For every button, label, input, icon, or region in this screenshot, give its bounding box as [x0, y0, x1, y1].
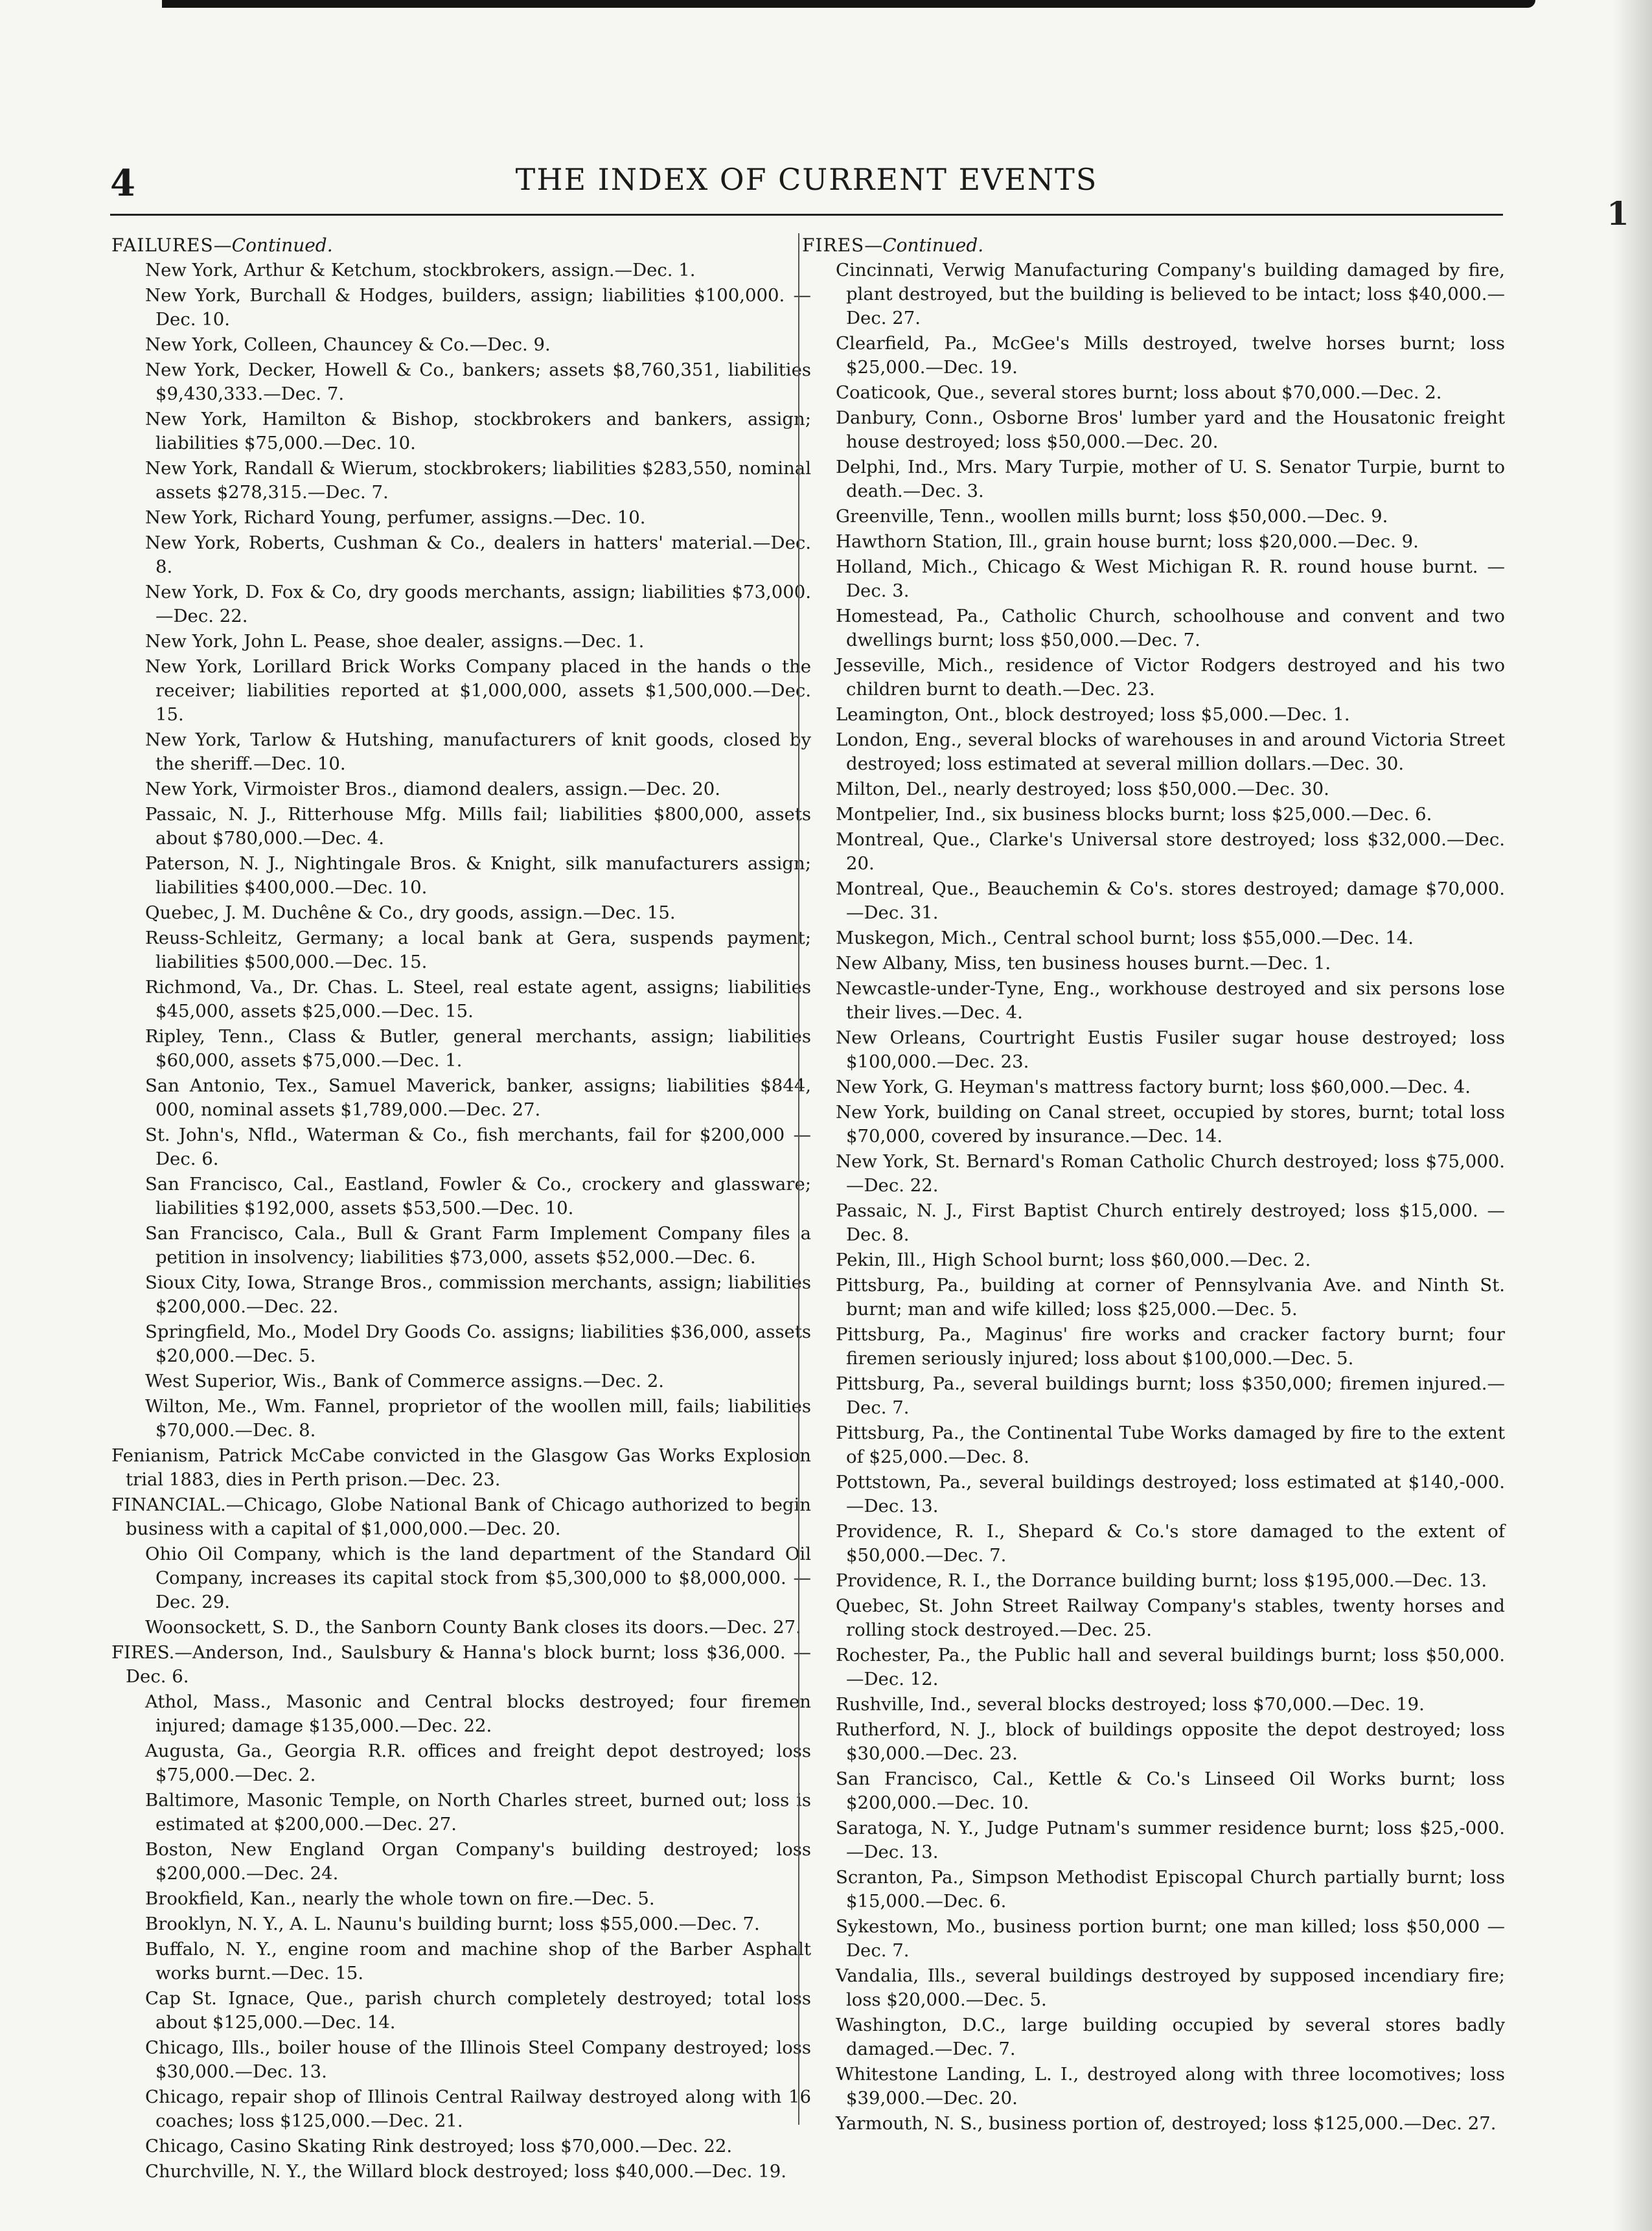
index-entry: Providence, R. I., the Dorrance building burnt; loss $195,000.—Dec. 13. [836, 1570, 1487, 1591]
index-entry: Brookfield, Kan., nearly the whole town on fire.—Dec. 5. [145, 1888, 655, 1909]
index-entry: Vandalia, Ills., several buildings destroyed by supposed incendiary fire; loss $20,000.—Dec. 5. [836, 1965, 1505, 2010]
section-heading [802, 233, 1505, 257]
index-entry: Rutherford, N. J., block of buildings opposite the depot destroyed; loss $30,000.—Dec. 23. [836, 1719, 1505, 1764]
index-entry: San Antonio, Tex., Samuel Maverick, banker, assigns; liabilities $844, 000, nominal assets $1,789,000.—Dec. 27. [145, 1075, 811, 1120]
index-entry: New York, building on Canal street, occupied by stores, burnt; total loss $70,000, covered by insurance.—Dec. 14. [836, 1102, 1505, 1147]
top-border-rule [162, 0, 1535, 8]
section-label: FIRES [802, 235, 865, 256]
index-entry: Augusta, Ga., Georgia R.R. offices and freight depot destroyed; loss $75,000.—Dec. 2. [145, 1741, 811, 1785]
index-entry: Pittsburg, Pa., the Continental Tube Works damaged by fire to the extent of $25,000.—Dec. 8. [836, 1423, 1505, 1467]
index-entry: Montreal, Que., Clarke's Universal store destroyed; loss $32,000.—Dec. 20. [836, 829, 1505, 874]
index-entry: Holland, Mich., Chicago & West Michigan R. R. round house burnt. —Dec. 3. [836, 556, 1505, 601]
index-entry: London, Eng., several blocks of warehouses in and around Victoria Street destroyed; loss estimated at several million dollars.—Dec. 30. [836, 729, 1505, 774]
index-entry: Danbury, Conn., Osborne Bros' lumber yard and the Housatonic freight house destroyed; loss $50,000.—Dec. 20. [836, 407, 1505, 452]
index-entry: Chicago, Ills., boiler house of the Illinois Steel Company destroyed; loss $30,000.—Dec. 13. [145, 2037, 811, 2082]
index-entry: Rochester, Pa., the Public hall and several buildings burnt; loss $50,000.—Dec. 12. [836, 1645, 1505, 1689]
index-entry: Wilton, Me., Wm. Fannel, proprietor of the woollen mill, fails; liabilities $70,000.—Dec. 8. [145, 1396, 811, 1441]
margin-mark: 1 [1607, 194, 1629, 233]
index-entry: Newcastle-under-Tyne, Eng., workhouse destroyed and six persons lose their lives.—Dec. 4. [836, 978, 1505, 1023]
index-entry: Ripley, Tenn., Class & Butler, general merchants, assign; liabilities $60,000, assets $75,000.—Dec. 1. [145, 1026, 811, 1071]
index-entry: Milton, Del., nearly destroyed; loss $50,000.—Dec. 30. [836, 779, 1329, 799]
index-entry: Delphi, Ind., Mrs. Mary Turpie, mother of U. S. Senator Turpie, burnt to death.—Dec. 3. [836, 457, 1505, 501]
topic-entry: FINANCIAL.—Chicago, Globe National Bank of Chicago authorized to begin business with a capital of $1,000,000.—Dec. 20. [111, 1494, 811, 1539]
index-entry: New Orleans, Courtright Eustis Fusiler sugar house destroyed; loss $100,000.—Dec. 23. [836, 1027, 1505, 1072]
section-label: FAILURES [111, 235, 214, 256]
index-entry: Passaic, N. J., Ritterhouse Mfg. Mills fail; liabilities $800,000, assets about $780,000.—Dec. 4. [145, 804, 811, 849]
index-entry: St. John's, Nfld., Waterman & Co., fish merchants, fail for $200,000 —Dec. 6. [145, 1125, 811, 1169]
page-header [110, 162, 1503, 207]
topic-entry: FIRES.—Anderson, Ind., Saulsbury & Hanna's block burnt; loss $36,000. —Dec. 6. [111, 1642, 811, 1687]
index-entry: Washington, D.C., large building occupied by several stores badly damaged.—Dec. 7. [836, 2015, 1505, 2059]
index-entry: Pittsburg, Pa., building at corner of Pennsylvania Ave. and Ninth St. burnt; man and wife killed; loss $25,000.—Dec. 5. [836, 1275, 1505, 1320]
index-entry: Muskegon, Mich., Central school burnt; loss $55,000.—Dec. 14. [836, 928, 1414, 948]
index-entry: Pekin, Ill., High School burnt; loss $60,000.—Dec. 2. [836, 1250, 1311, 1270]
index-entry: New York, Roberts, Cushman & Co., dealers in hatters' material.—Dec. 8. [145, 532, 811, 577]
index-entry: Athol, Mass., Masonic and Central blocks destroyed; four firemen injured; damage $135,000.—Dec. 22. [145, 1691, 811, 1736]
index-entry: West Superior, Wis., Bank of Commerce assigns.—Dec. 2. [145, 1371, 664, 1391]
index-entry: New York, Richard Young, perfumer, assigns.—Dec. 10. [145, 507, 646, 528]
index-entry: Chicago, repair shop of Illinois Central Railway destroyed along with 16 coaches; loss $125,000.—Dec. 21. [145, 2087, 811, 2131]
page-number: 4 [110, 162, 135, 205]
left-column [111, 233, 811, 2185]
index-entry: Cap St. Ignace, Que., parish church completely destroyed; total loss about $125,000.—Dec. 14. [145, 1988, 811, 2033]
page-title: THE INDEX OF CURRENT EVENTS [515, 162, 1098, 197]
index-entry: Rushville, Ind., several blocks destroyed; loss $70,000.—Dec. 19. [836, 1694, 1425, 1715]
index-entry: Baltimore, Masonic Temple, on North Charles street, burned out; loss is estimated at $200,000.—Dec. 27. [145, 1790, 811, 1835]
column-divider [798, 233, 799, 2125]
index-entry: Coaticook, Que., several stores burnt; loss about $70,000.—Dec. 2. [836, 382, 1442, 403]
index-entry: Buffalo, N. Y., engine room and machine shop of the Barber Asphalt works burnt.—Dec. 15. [145, 1939, 811, 1984]
index-entry: New York, John L. Pease, shoe dealer, assigns.—Dec. 1. [145, 631, 645, 652]
index-entry: New York, Decker, Howell & Co., bankers; assets $8,760,351, liabilities $9,430,333.—Dec. 7. [145, 360, 811, 404]
index-entry: Brooklyn, N. Y., A. L. Naunu's building burnt; loss $55,000.—Dec. 7. [145, 1914, 760, 1934]
right-column [802, 233, 1505, 2137]
index-entry: Paterson, N. J., Nightingale Bros. & Knight, silk manufacturers assign; liabilities $400,000.—Dec. 10. [145, 853, 811, 898]
section-continued: —Continued. [213, 235, 333, 256]
index-entry: New York, Colleen, Chauncey & Co.—Dec. 9. [145, 334, 551, 355]
index-entry: Cincinnati, Verwig Manufacturing Company's building damaged by fire, plant destroyed, but the building is believed to be intact; loss $40,000.—Dec. 27. [836, 260, 1505, 328]
index-entry: Pottstown, Pa., several buildings destroyed; loss estimated at $140,-000.—Dec. 13. [836, 1472, 1505, 1516]
index-entry: Churchville, N. Y., the Willard block destroyed; loss $40,000.—Dec. 19. [145, 2161, 786, 2182]
topic-entry: Fenianism, Patrick McCabe convicted in the Glasgow Gas Works Explosion trial 1883, dies in Perth prison.—Dec. 23. [111, 1445, 811, 1490]
index-entry: San Francisco, Cala., Bull & Grant Farm Implement Company files a petition in insolvency; liabilities $73,000, assets $52,000.—Dec. 6. [145, 1223, 811, 1268]
index-entry: Leamington, Ont., block destroyed; loss $5,000.—Dec. 1. [836, 704, 1350, 725]
index-entry: New York, Hamilton & Bishop, stockbrokers and bankers, assign; liabilities $75,000.—Dec. 10. [145, 409, 811, 453]
index-entry: Scranton, Pa., Simpson Methodist Episcopal Church partially burnt; loss $15,000.—Dec. 6. [836, 1867, 1505, 1912]
index-entry: New York, St. Bernard's Roman Catholic Church destroyed; loss $75,000.—Dec. 22. [836, 1151, 1505, 1196]
index-entry: Passaic, N. J., First Baptist Church entirely destroyed; loss $15,000. —Dec. 8. [836, 1200, 1505, 1245]
index-entry: Pittsburg, Pa., several buildings burnt; loss $350,000; firemen injured.—Dec. 7. [836, 1373, 1505, 1418]
index-entry: Montpelier, Ind., six business blocks burnt; loss $25,000.—Dec. 6. [836, 804, 1432, 825]
index-entry: Springfield, Mo., Model Dry Goods Co. assigns; liabilities $36,000, assets $20,000.—Dec. 5. [145, 1321, 811, 1366]
index-entry: Richmond, Va., Dr. Chas. L. Steel, real estate agent, assigns; liabilities $45,000, assets $25,000.—Dec. 15. [145, 977, 811, 1022]
index-entry: Quebec, J. M. Duchêne & Co., dry goods, assign.—Dec. 15. [145, 902, 676, 923]
index-entry: Whitestone Landing, L. I., destroyed along with three locomotives; loss $39,000.—Dec. 20. [836, 2064, 1505, 2109]
index-entry: Greenville, Tenn., woollen mills burnt; loss $50,000.—Dec. 9. [836, 506, 1388, 527]
index-entry: New York, D. Fox & Co, dry goods merchants, assign; liabilities $73,000.—Dec. 22. [145, 582, 811, 626]
index-entry: Jesseville, Mich., residence of Victor Rodgers destroyed and his two children burnt to death.—Dec. 23. [836, 655, 1505, 700]
index-entry: Pittsburg, Pa., Maginus' fire works and cracker factory burnt; four firemen seriously injured; loss about $100,000.—Dec. 5. [836, 1324, 1505, 1369]
index-entry: San Francisco, Cal., Eastland, Fowler & Co., crockery and glassware; liabilities $192,000, assets $53,500.—Dec. 10. [145, 1174, 811, 1218]
index-entry: New Albany, Miss, ten business houses burnt.—Dec. 1. [836, 953, 1331, 974]
index-entry: Homestead, Pa., Catholic Church, schoolhouse and convent and two dwellings burnt; loss $50,000.—Dec. 7. [836, 606, 1505, 650]
index-entry: San Francisco, Cal., Kettle & Co.'s Linseed Oil Works burnt; loss $200,000.—Dec. 10. [836, 1768, 1505, 1813]
index-entry: Clearfield, Pa., McGee's Mills destroyed, twelve horses burnt; loss $25,000.—Dec. 19. [836, 333, 1505, 378]
index-entry: New York, Virmoister Bros., diamond dealers, assign.—Dec. 20. [145, 779, 721, 799]
page-edge-shadow [1613, 0, 1652, 2231]
index-entry: New York, Randall & Wierum, stockbrokers; liabilities $283,550, nominal assets $278,315.—Dec. 7. [145, 458, 811, 503]
index-entry: Yarmouth, N. S., business portion of, destroyed; loss $125,000.—Dec. 27. [836, 2113, 1497, 2134]
index-entry: New York, Lorillard Brick Works Company placed in the hands o the receiver; liabilities reported at $1,000,000, assets $1,500,000.—Dec. 15. [145, 656, 811, 725]
index-entry: Sioux City, Iowa, Strange Bros., commission merchants, assign; liabilities $200,000.—Dec. 22. [145, 1272, 811, 1317]
header-rule [110, 214, 1503, 216]
index-entry: Ohio Oil Company, which is the land department of the Standard Oil Company, increases its capital stock from $5,300,000 to $8,000,000. —Dec. 29. [145, 1544, 811, 1612]
index-entry: Hawthorn Station, Ill., grain house burnt; loss $20,000.—Dec. 9. [836, 531, 1419, 552]
index-entry: Reuss-Schleitz, Germany; a local bank at Gera, suspends payment; liabilities $500,000.—Dec. 15. [145, 928, 811, 972]
index-entry: Montreal, Que., Beauchemin & Co's. stores destroyed; damage $70,000. —Dec. 31. [836, 878, 1505, 923]
section-continued: —Continued. [864, 235, 984, 256]
index-entry: Saratoga, N. Y., Judge Putnam's summer residence burnt; loss $25,-000.—Dec. 13. [836, 1818, 1505, 1862]
index-entry: New York, Arthur & Ketchum, stockbrokers, assign.—Dec. 1. [145, 260, 696, 280]
index-entry: Woonsockett, S. D., the Sanborn County Bank closes its doors.—Dec. 27. [145, 1617, 801, 1638]
index-entry: New York, Tarlow & Hutshing, manufacturers of knit goods, closed by the sheriff.—Dec. 10. [145, 729, 811, 774]
section-heading [111, 233, 811, 257]
index-entry: Chicago, Casino Skating Rink destroyed; loss $70,000.—Dec. 22. [145, 2136, 733, 2157]
index-entry: New York, Burchall & Hodges, builders, assign; liabilities $100,000. —Dec. 10. [145, 285, 811, 330]
index-entry: Providence, R. I., Shepard & Co.'s store damaged to the extent of $50,000.—Dec. 7. [836, 1521, 1505, 1566]
index-entry: Boston, New England Organ Company's building destroyed; loss $200,000.—Dec. 24. [145, 1839, 811, 1884]
index-entry: Quebec, St. John Street Railway Company's stables, twenty horses and rolling stock destroyed.—Dec. 25. [836, 1596, 1505, 1640]
index-entry: New York, G. Heyman's mattress factory burnt; loss $60,000.—Dec. 4. [836, 1077, 1471, 1097]
index-entry: Sykestown, Mo., business portion burnt; one man killed; loss $50,000 —Dec. 7. [836, 1916, 1505, 1961]
